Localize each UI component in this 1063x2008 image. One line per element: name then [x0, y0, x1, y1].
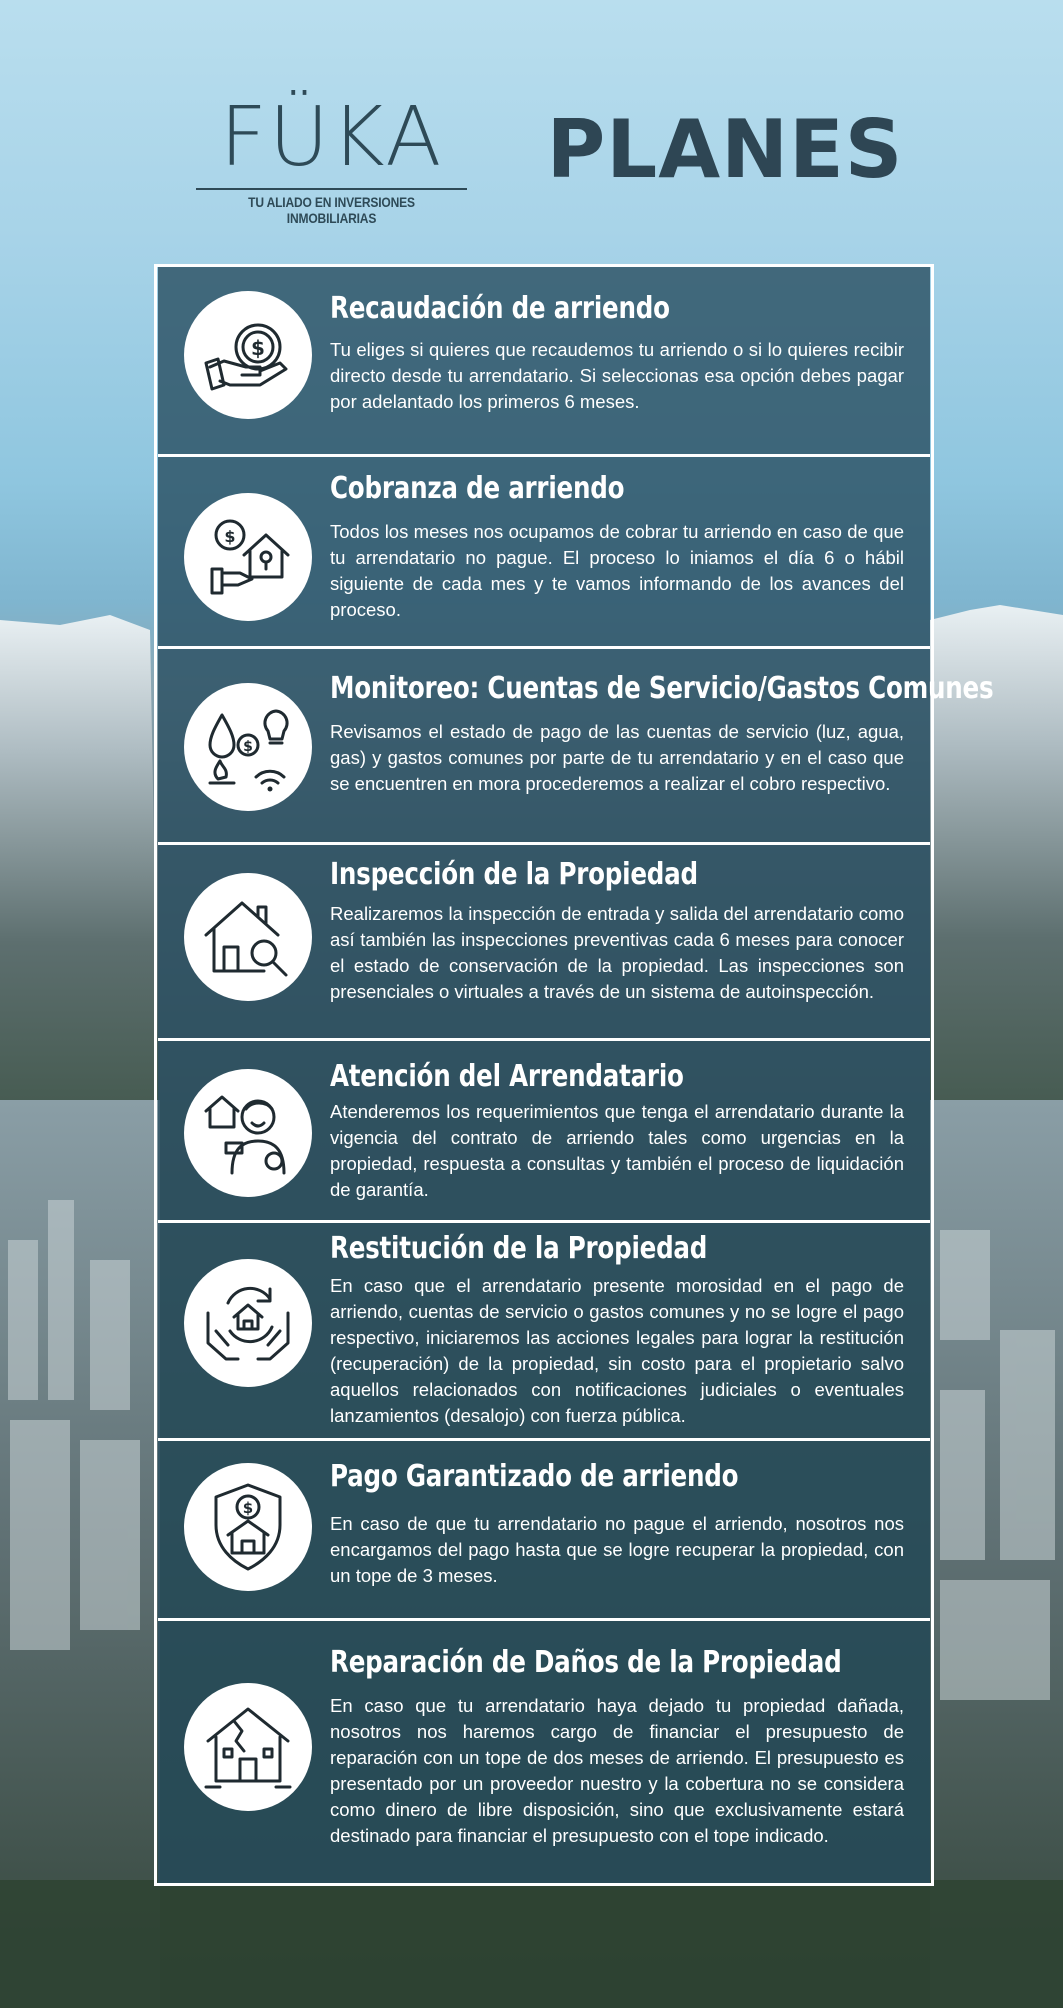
plan-title: Restitución de la Propiedad [330, 1231, 708, 1266]
svg-text:$: $ [242, 1499, 254, 1517]
plan-title: Atención del Arrendatario [330, 1059, 684, 1094]
left-mountain [0, 615, 160, 1160]
plan-description: Tu eliges si quieres que recaudemos tu arriendo o si lo quieres recibir directo desde tu arrendatario. Si seleccionas esa opción debes pagar por adelantado los primeros 6 meses. [330, 339, 904, 412]
plan-card-rent-collection [158, 267, 930, 457]
plan-title: Monitoreo: Cuentas de Servicio/Gastos Comunes [330, 671, 994, 706]
hand-house-coin-icon [184, 493, 312, 621]
plan-card-tenant-support [158, 1041, 930, 1223]
left-building [80, 1440, 140, 1630]
plan-description: En caso que tu arrendatario haya dejado tu propiedad dañada, nosotros nos haremos cargo de financiar el presupuesto de reparación con un tope de dos meses de arriendo. El presupuesto es presentado por un proveedor nuestro y la cobertura no se considera como dinero de libre disposición, sino que exclusivamente estará destinado para financiar el presupuesto con el tope indicado. [330, 1695, 904, 1846]
hands-house-recovery-icon [184, 1259, 312, 1387]
plan-title: Cobranza de arriendo [330, 471, 625, 506]
foreground-trees [0, 1880, 1063, 2008]
plan-description: En caso que el arrendatario presente morosidad en el pago de arriendo, cuentas de servicio o gastos comunes y no se logre el pago respectivo, iniciaremos las acciones legales para lograr la restitución (recuperación) de la propiedad, sin costo para el propietario salvo aquellos relacionados con notificaciones judiciales o eventuales lanzamientos (desalojo) con fuerza pública. [330, 1275, 904, 1426]
plan-title: Pago Garantizado de arriendo [330, 1459, 739, 1494]
hand-coin-icon [184, 291, 312, 419]
damaged-house-icon [184, 1683, 312, 1811]
plan-title: Reparación de Daños de la Propiedad [330, 1645, 842, 1680]
right-building [940, 1230, 990, 1340]
right-building [940, 1580, 1050, 1700]
left-building [48, 1200, 74, 1400]
shield-coin-house-icon [184, 1463, 312, 1591]
right-building [940, 1390, 985, 1560]
logo-wordmark: FÜKA [219, 90, 444, 185]
plan-title: Inspección de la Propiedad [330, 857, 698, 892]
plan-card-damage-repair [158, 1621, 930, 1883]
plan-title: Recaudación de arriendo [330, 291, 670, 326]
house-search-icon [184, 873, 312, 1001]
plan-card-guaranteed-payment [158, 1441, 930, 1621]
right-building [1000, 1330, 1055, 1560]
svg-text:$: $ [251, 336, 265, 360]
left-building [8, 1240, 38, 1400]
left-building [90, 1260, 130, 1410]
plan-description: Realizaremos la inspección de entrada y salida del arrendatario como así también las inspecciones preventivas cada 6 meses para conocer el estado de conservación de la propiedad. Las inspecciones son presenciales o virtuales a través de un sistema de autoinspección. [330, 903, 904, 1002]
svg-text:$: $ [243, 739, 253, 755]
utilities-icon [184, 683, 312, 811]
fuka-logo [194, 88, 469, 226]
plan-card-property-inspection [158, 845, 930, 1041]
plan-description: Atenderemos los requerimientos que tenga el arrendatario durante la vigencia del contrato de arriendo tales como urgencias en la propiedad, respuesta a consultas y también el proceso de liquidación de garantía. [330, 1101, 904, 1200]
svg-text:$: $ [224, 527, 236, 546]
plan-description: Todos los meses nos ocupamos de cobrar tu arriendo en caso de que tu arrendatario no pague. El proceso lo iniamos el día 6 o hábil siguiente de cada mes y te vamos informando de los avances del proceso. [330, 521, 904, 620]
header [0, 0, 1063, 250]
plan-card-rent-collection-enforcement [158, 457, 930, 649]
plan-card-property-restitution [158, 1223, 930, 1441]
tenant-support-icon [184, 1069, 312, 1197]
logo-tagline: TU ALIADO EN INVERSIONES INMOBILIARIAS [248, 194, 415, 226]
left-building [10, 1420, 70, 1650]
plan-card-utilities-monitoring [158, 649, 994, 845]
logo-divider [196, 188, 467, 190]
page-title: PLANES [546, 103, 904, 196]
plan-description: Revisamos el estado de pago de las cuentas de servicio (luz, agua, gas) y gastos comunes por parte de tu arrendatario y en el caso que se encuentren en mora procederemos a realizar el cobro respectivo. [330, 721, 904, 794]
plan-description: En caso de que tu arrendatario no pague el arriendo, nosotros nos encargamos del pago hasta que se logre recuperar la propiedad, con un tope de 3 meses. [330, 1513, 904, 1586]
